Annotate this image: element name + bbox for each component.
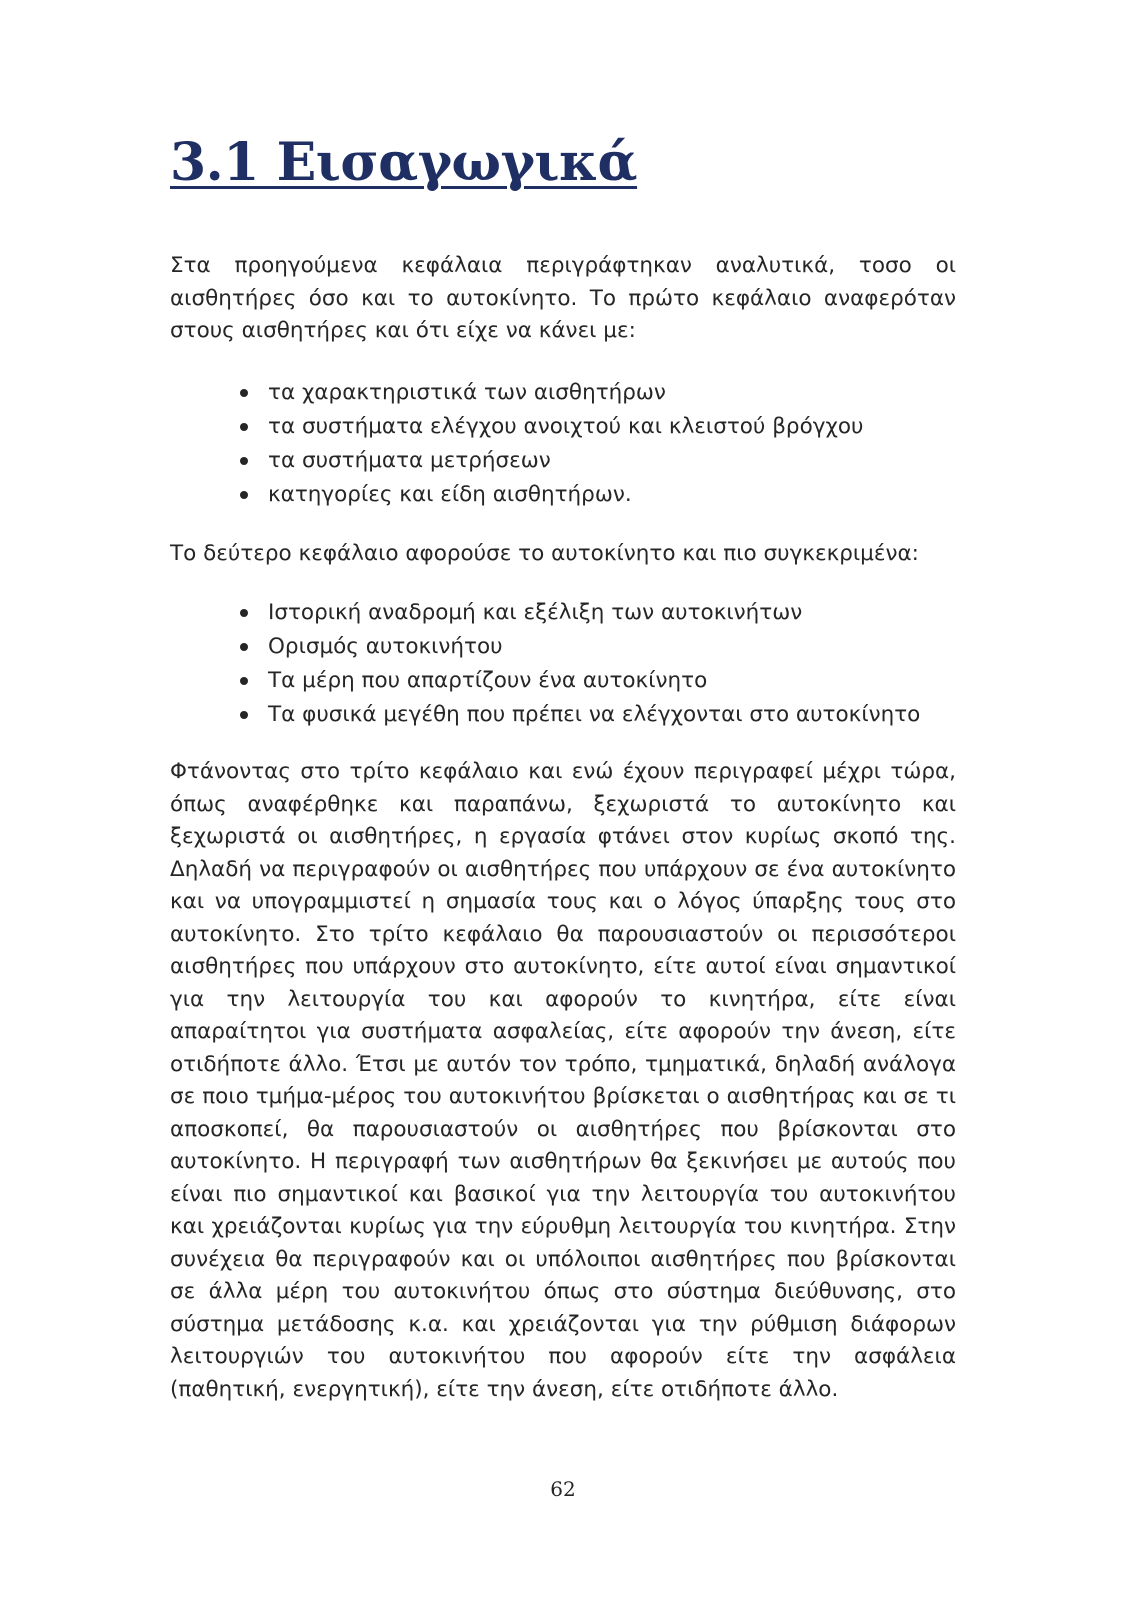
list-item-text: Ορισμός αυτοκινήτου: [268, 634, 503, 659]
list-item-text: Ιστορική αναδρομή και εξέλιξη των αυτοκινήτων: [268, 600, 803, 625]
list-item: [240, 664, 920, 698]
list-item: [240, 444, 863, 478]
bullet-icon: [240, 491, 248, 499]
section-heading: 3.1 Εισαγωγικά: [170, 132, 638, 193]
bullet-icon: [240, 389, 248, 397]
bullet-icon: [240, 677, 248, 685]
list-item: [240, 478, 863, 512]
list-item: [240, 630, 920, 664]
bullet-icon: [240, 609, 248, 617]
third-chapter-paragraph: Φτάνοντας στο τρίτο κεφάλαιο και ενώ έχουν περιγραφεί μέχρι τώρα, όπως αναφέρθηκε και παραπάνω, ξεχωριστά το αυτοκίνητο και ξεχωριστά οι αισθητήρες, η εργασία φτάνει στον κυρίως σκοπό της. Δηλαδή να περιγραφούν οι αισθητήρες που υπάρχουν σε ένα αυτοκίνητο και να υπογραμμιστεί η σημασία τους και ο λόγος ύπαρξης τους στο αυτοκίνητο. Στο τρίτο κεφάλαιο θα παρουσιαστούν οι περισσότεροι αισθητήρες που υπάρχουν στο αυτοκίνητο, είτε αυτοί είναι σημαντικοί για την λειτουργία του και αφορούν το κινητήρα, είτε είναι απαραίτητοι για συστήματα ασφαλείας, είτε αφορούν την άνεση, είτε οτιδήποτε άλλο. Έτσι με αυτόν τον τρόπο, τμηματικά, δηλαδή ανάλογα σε ποιο τμήμα-μέρος του αυτοκινήτου βρίσκεται ο αισθητήρας και σε τι αποσκοπεί, θα παρουσιαστούν οι αισθητήρες που βρίσκονται στο αυτοκίνητο. Η περιγραφή των αισθητήρων θα ξεκινήσει με αυτούς που είναι πιο σημαντικοί και βασικοί για την λειτουργία του αυτοκινήτου και χρειάζονται κυρίως για την εύρυθμη λειτουργία του κινητήρα. Στην συνέχεια θα περιγραφούν και οι υπόλοιποι αισθητήρες που βρίσκονται σε άλλα μέρη του αυτοκινήτου όπως στο σύστημα διεύθυνσης, στο σύστημα μετάδοσης κ.α. και χρειάζονται για την ρύθμιση διάφορων λειτουργιών του αυτοκινήτου που αφορούν είτε την ασφάλεια (παθητική, ενεργητική), είτε την άνεση, είτε οτιδήποτε άλλο.: [170, 759, 956, 1402]
list-item: [240, 410, 863, 444]
list-item-text: Τα φυσικά μεγέθη που πρέπει να ελέγχονται στο αυτοκίνητο: [268, 702, 921, 727]
list-item-text: Τα μέρη που απαρτίζουν ένα αυτοκίνητο: [268, 668, 708, 693]
bullet-icon: [240, 423, 248, 431]
list-item: [240, 376, 863, 410]
second-chapter-paragraph: Το δεύτερο κεφάλαιο αφορούσε το αυτοκίνητο και πιο συγκεκριμένα:: [170, 541, 919, 566]
document-page: [170, 0, 956, 1600]
page-number: 62: [550, 1477, 576, 1501]
list-item: [240, 596, 920, 630]
car-topics-list: [240, 596, 920, 732]
bullet-icon: [240, 711, 248, 719]
sensor-topics-list: [240, 376, 863, 512]
list-item-text: τα συστήματα ελέγχου ανοιχτού και κλειστού βρόγχου: [268, 414, 864, 439]
list-item-text: τα χαρακτηριστικά των αισθητήρων: [268, 380, 666, 405]
intro-paragraph: Στα προηγούμενα κεφάλαια περιγράφτηκαν αναλυτικά, τοσο οι αισθητήρες όσο και το αυτοκίνητο. Το πρώτο κεφάλαιο αναφερόταν στους αισθητήρες και ότι είχε να κάνει με:: [170, 253, 956, 343]
bullet-icon: [240, 457, 248, 465]
list-item-text: τα συστήματα μετρήσεων: [268, 448, 551, 473]
list-item-text: κατηγορίες και είδη αισθητήρων.: [268, 482, 632, 507]
bullet-icon: [240, 643, 248, 651]
list-item: [240, 698, 920, 732]
